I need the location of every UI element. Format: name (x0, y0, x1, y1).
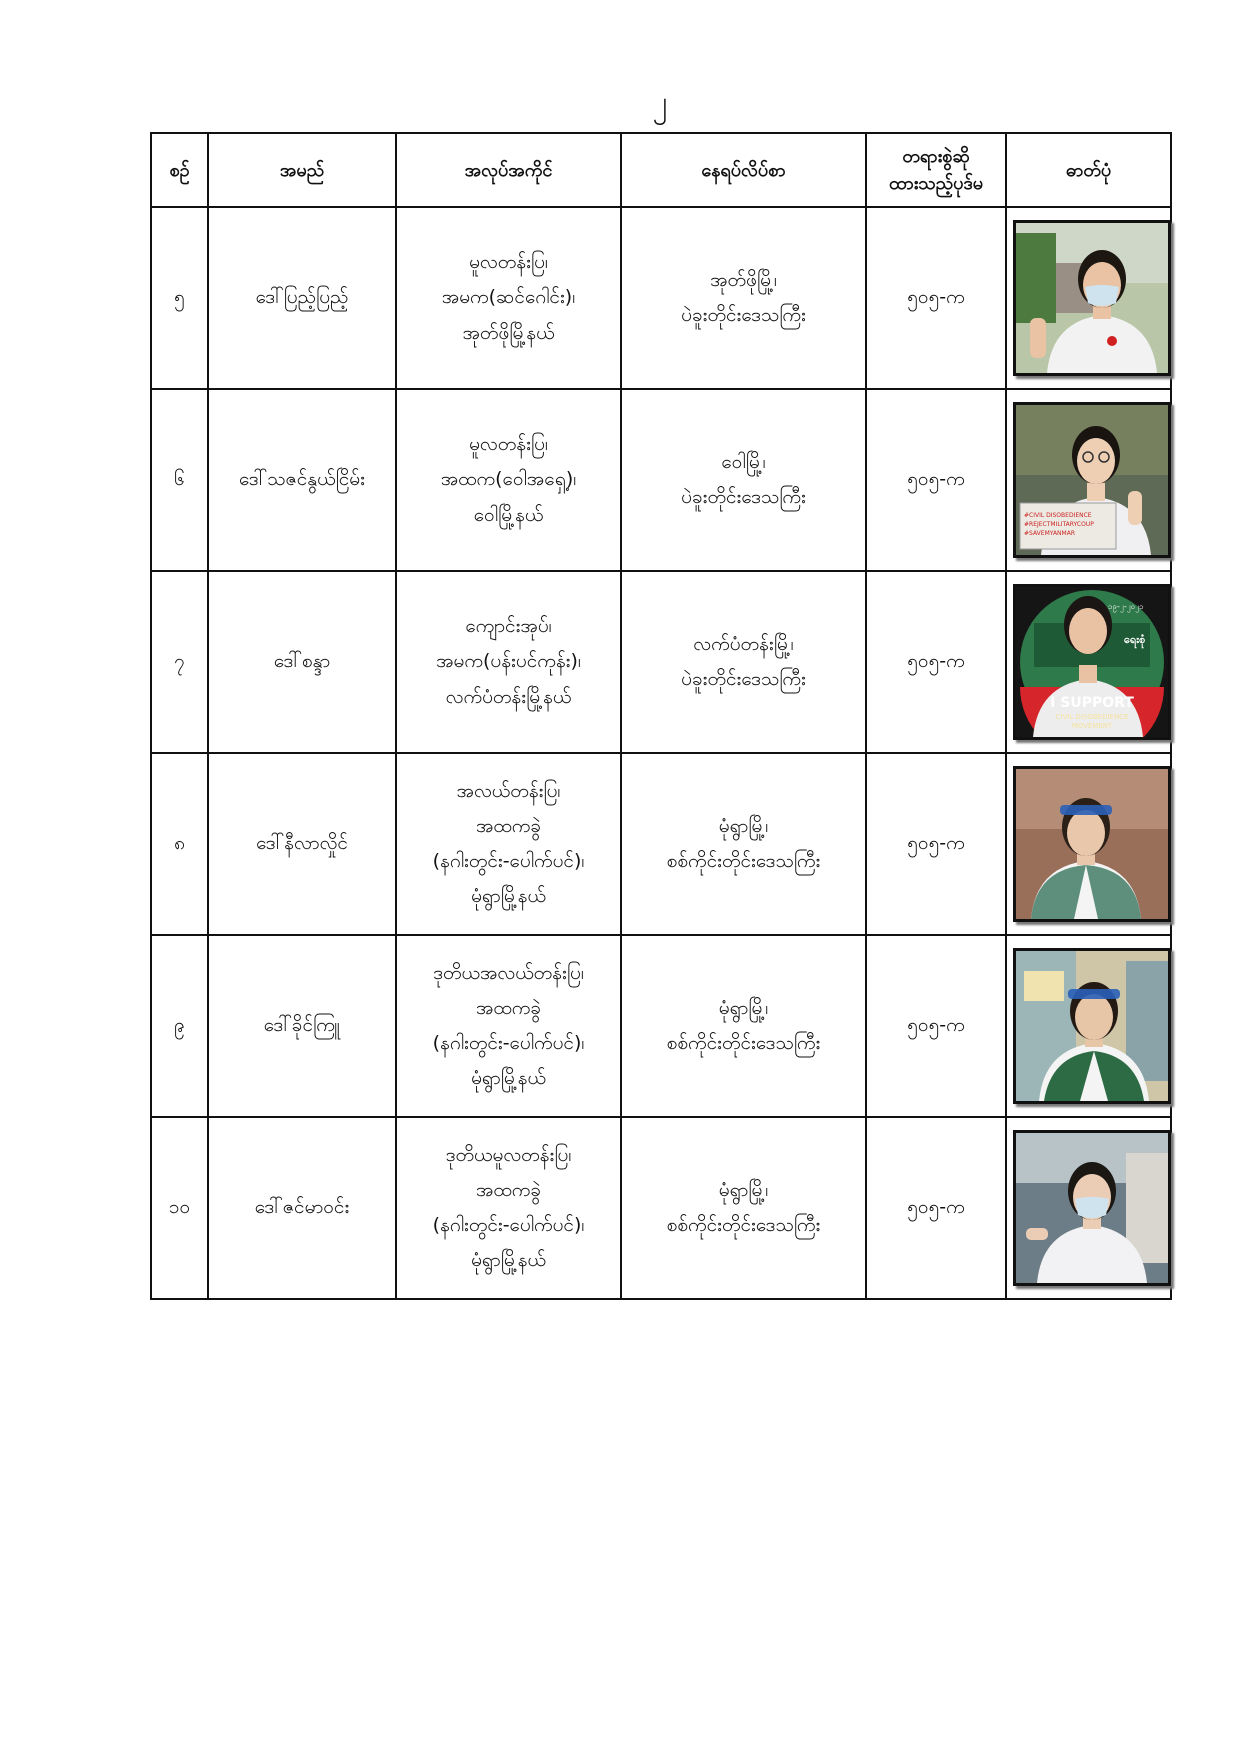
occupation-line: လက်ပံတန်းမြို့နယ် (445, 685, 572, 708)
portrait-image (1016, 223, 1168, 373)
row-section: ၅၀၅-က (866, 1117, 1006, 1299)
header-section-line1: တရားစွဲဆို (902, 146, 970, 167)
row-address (621, 389, 866, 571)
occupation-line: မုံရွာမြို့နယ် (471, 1249, 546, 1272)
row-address (621, 753, 866, 935)
occupation-line: မုံရွာမြို့နယ် (471, 1067, 546, 1090)
table-row (151, 1117, 1171, 1299)
occupation-line: ကျောင်းအုပ်၊ (465, 615, 552, 638)
row-name: ဒေါ်စန္ဒာ (208, 571, 396, 753)
svg-text:CIVIL DISOBEDIENCE: CIVIL DISOBEDIENCE (1055, 713, 1129, 721)
row-address (621, 207, 866, 389)
occupation-line: အထကခွဲ (475, 996, 542, 1019)
address-line: စစ်ကိုင်းတိုင်းဒေသကြီး (666, 1032, 821, 1054)
portrait-photo (1013, 220, 1171, 376)
occupation-line: ဒုတိယအလယ်တန်းပြ၊ (433, 961, 584, 984)
address-line: ပဲခူးတိုင်းဒေသကြီး (681, 304, 806, 326)
address-line: အုတ်ဖိုမြို့၊ (710, 268, 777, 291)
row-occupation (396, 571, 621, 753)
row-number: ၉ (151, 935, 208, 1117)
row-section: ၅၀၅-က (866, 753, 1006, 935)
svg-text:I SUPPORT: I SUPPORT (1050, 695, 1134, 711)
row-name: ဒေါ်ပြည့်ပြည့် (208, 207, 396, 389)
page-number: ၂ (652, 85, 668, 120)
portrait-image (1016, 1133, 1168, 1283)
table-row (151, 571, 1171, 753)
header-section-line2: ထားသည့်ပုဒ်မ (888, 173, 984, 194)
svg-text:#SAVEMYANMAR: #SAVEMYANMAR (1024, 530, 1075, 537)
address-line: မုံရွာမြို့၊ (718, 814, 769, 837)
occupation-line: မူလတန်းပြ၊ (469, 251, 548, 274)
address-line: ဝေါမြို့၊ (721, 450, 766, 473)
address-line: မုံရွာမြို့၊ (718, 1178, 769, 1201)
occupation-line: မုံရွာမြို့နယ် (471, 885, 546, 908)
header-occupation: အလုပ်အကိုင် (396, 133, 621, 207)
detainee-table (150, 132, 1172, 1300)
portrait-photo (1013, 584, 1171, 740)
occupation-line: အမက(ဆင်ဂေါင်း)၊ (441, 286, 576, 309)
header-address: နေရပ်လိပ်စာ (621, 133, 866, 207)
portrait-image (1016, 951, 1168, 1101)
row-address (621, 935, 866, 1117)
portrait-image (1016, 587, 1168, 737)
occupation-line: (နဂါးတွင်း-ပေါက်ပင်)၊ (432, 1214, 585, 1236)
table-header-row (151, 133, 1171, 207)
portrait-photo (1013, 766, 1171, 922)
table-row (151, 207, 1171, 389)
row-section: ၅၀၅-က (866, 571, 1006, 753)
row-section: ၅၀၅-က (866, 389, 1006, 571)
occupation-line: (နဂါးတွင်း-ပေါက်ပင်)၊ (432, 1032, 585, 1054)
portrait-photo (1013, 402, 1171, 558)
svg-text:ရေးစုံ: ရေးစုံ (1124, 633, 1146, 646)
occupation-line: ဒုတိယမူလတန်းပြ၊ (445, 1143, 572, 1166)
row-occupation (396, 207, 621, 389)
occupation-line: အထကခွဲ (475, 814, 542, 837)
row-section: ၅၀၅-က (866, 935, 1006, 1117)
row-photo-cell (1006, 389, 1171, 571)
occupation-line: အုတ်ဖိုမြို့နယ် (462, 321, 555, 344)
occupation-line: (နဂါးတွင်း-ပေါက်ပင်)၊ (432, 850, 585, 872)
svg-text:#REJECTMILITARYCOUP: #REJECTMILITARYCOUP (1024, 521, 1094, 528)
address-line: မုံရွာမြို့၊ (718, 996, 769, 1019)
address-line: ပဲခူးတိုင်းဒေသကြီး (681, 668, 806, 690)
row-name: ဒေါ်သဇင်နွယ်ငြိမ်း (208, 389, 396, 571)
row-number: ၇ (151, 571, 208, 753)
row-number: ၈ (151, 753, 208, 935)
header-name: အမည် (208, 133, 396, 207)
occupation-line: အမက(ပန်းပင်ကုန်း)၊ (436, 650, 581, 673)
occupation-line: မူလတန်းပြ၊ (469, 433, 548, 456)
row-occupation (396, 1117, 621, 1299)
occupation-line: အထက(ဝေါအရှေ့)၊ (440, 468, 577, 491)
portrait-image (1016, 769, 1168, 919)
row-photo-cell (1006, 571, 1171, 753)
table-row (151, 935, 1171, 1117)
row-section: ၅၀၅-က (866, 207, 1006, 389)
row-photo-cell (1006, 935, 1171, 1117)
svg-text:၁၉-၂-၂၀၂၁: ၁၉-၂-၂၀၂၁ (1108, 602, 1144, 611)
address-line: ပဲခူးတိုင်းဒေသကြီး (681, 486, 806, 508)
header-no: စဉ် (151, 133, 208, 207)
row-photo-cell (1006, 207, 1171, 389)
row-occupation (396, 753, 621, 935)
svg-text:MOVEMENT: MOVEMENT (1071, 722, 1113, 730)
row-number: ၁၀ (151, 1117, 208, 1299)
row-name: ဒေါ်ဇင်မာဝင်း (208, 1117, 396, 1299)
address-line: စစ်ကိုင်းတိုင်းဒေသကြီး (666, 1214, 821, 1236)
row-address (621, 571, 866, 753)
row-number: ၅ (151, 207, 208, 389)
occupation-line: ဝေါမြို့နယ် (473, 503, 544, 526)
row-photo-cell (1006, 1117, 1171, 1299)
header-photo: ဓာတ်ပုံ (1006, 133, 1171, 207)
table-row (151, 389, 1171, 571)
address-line: လက်ပံတန်းမြို့၊ (693, 632, 794, 655)
address-line: စစ်ကိုင်းတိုင်းဒေသကြီး (666, 850, 821, 872)
table-row (151, 753, 1171, 935)
occupation-line: အထကခွဲ (475, 1178, 542, 1201)
row-number: ၆ (151, 389, 208, 571)
row-occupation (396, 389, 621, 571)
row-name: ဒေါ်နီလာလှိုင် (208, 753, 396, 935)
header-section (866, 133, 1006, 207)
row-photo-cell (1006, 753, 1171, 935)
svg-text:#CIVIL DISOBEDIENCE: #CIVIL DISOBEDIENCE (1024, 512, 1092, 519)
portrait-photo (1013, 948, 1171, 1104)
row-address (621, 1117, 866, 1299)
row-occupation (396, 935, 621, 1117)
row-name: ဒေါ်ခိုင်ကြူ (208, 935, 396, 1117)
occupation-line: အလယ်တန်းပြ၊ (456, 779, 561, 802)
portrait-photo (1013, 1130, 1171, 1286)
portrait-image (1016, 405, 1168, 555)
